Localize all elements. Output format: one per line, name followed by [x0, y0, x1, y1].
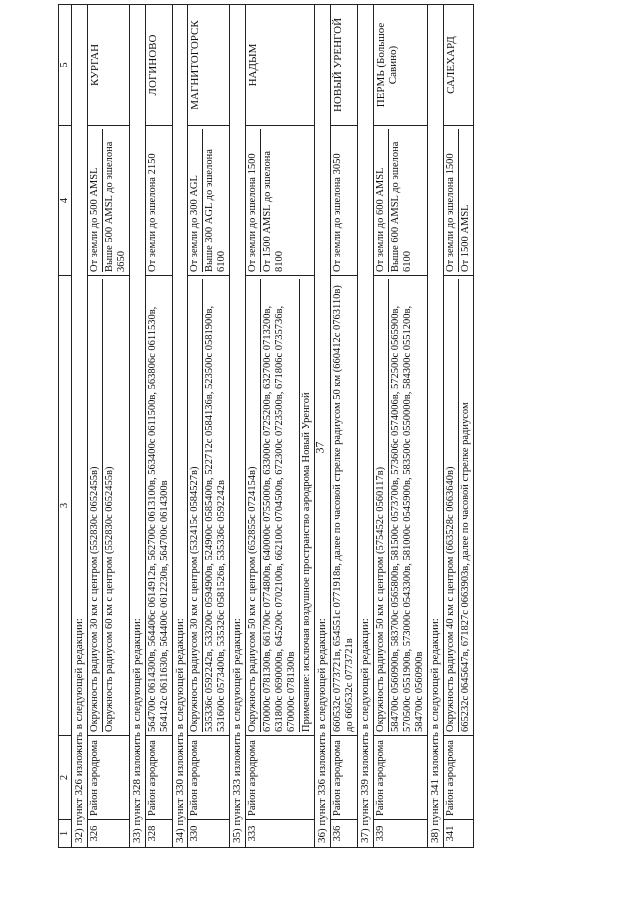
- item-number: 330: [188, 820, 230, 848]
- city-name: НОВЫЙ УРЕНГОЙ: [331, 5, 358, 126]
- coordinates-cell: [246, 276, 315, 736]
- section-heading: 34) пункт 330 изложить в следующей редакции:: [172, 5, 188, 848]
- heights-list: [146, 126, 160, 275]
- coordinate-line: Окружность радиусом 30 км с центром (532415с 0584527в): [189, 466, 201, 732]
- heights-cell: [246, 126, 315, 276]
- coordinates-list: [331, 276, 357, 735]
- coordinates-cell: [188, 276, 230, 736]
- coordinates-list: [146, 276, 172, 735]
- height-limit: От земли до эшелона 2150: [146, 153, 158, 272]
- height-limit: Выше 500 AMSL до эшелона 3650: [102, 129, 129, 272]
- section-heading: 36) пункт 336 изложить в следующей редакции:: [315, 5, 331, 848]
- item-number: 326: [87, 820, 129, 848]
- coordinate-line: Окружность радиусом 50 км с центром (652855с 0724154в): [247, 466, 259, 732]
- height-limit: От земли до эшелона 1500: [247, 153, 259, 272]
- coordinate-line: Окружность радиусом 30 км с центром (552830с 0652455в): [88, 466, 100, 732]
- heights-cell: [331, 126, 358, 276]
- coordinate-line: Окружность радиусом 40 км с центром (663528с 0663640в): [444, 466, 456, 732]
- zone-label: Район аэродрома: [87, 736, 129, 820]
- city-name: ПЕРМЬ (Большое Савино): [373, 5, 427, 126]
- coordinate-line: 670000с 0781300в, 661700с 0774800в, 640000с 0755000в, 633000с 0725200в, 632700с 0713200в, 631800с 0690000в, 645200с 0702100в, 662100с 0704500в, 672300с 0723500в, 671806с 0735736в, 670000с 0781300в: [260, 279, 299, 732]
- item-number: 333: [246, 820, 315, 848]
- airspace-table: [58, 4, 474, 848]
- zone-label: Район аэродрома: [145, 736, 172, 820]
- table-row: [443, 5, 473, 848]
- zone-label: Район аэродрома: [188, 736, 230, 820]
- header-row: [59, 5, 72, 848]
- section-heading: 38) пункт 341 изложить в следующей редакции:: [428, 5, 444, 848]
- heights-cell: [443, 126, 473, 276]
- zone-label: Район аэродрома: [246, 736, 315, 820]
- coordinates-list: [246, 276, 314, 735]
- height-limit: От земли до эшелона 1500: [444, 153, 456, 272]
- heights-list: [88, 126, 129, 275]
- section-heading-row: [172, 5, 188, 848]
- city-name: МАГНИТОГОРСК: [188, 5, 230, 126]
- heights-list: [246, 126, 287, 275]
- heights-cell: [373, 126, 427, 276]
- city-name: НАДЫМ: [246, 5, 315, 126]
- city-name: КУРГАН: [87, 5, 129, 126]
- height-limit: От земли до эшелона 3050: [332, 153, 344, 272]
- zone-label: Район аэродрома: [373, 736, 427, 820]
- table-row: [373, 5, 427, 848]
- coordinate-line: Окружность радиусом 60 км с центром (552830с 0652455в): [102, 279, 117, 732]
- note-text: Примечание: исключая воздушное пространство аэродрома Новый Уренгой: [299, 279, 314, 732]
- header-col-3: 3: [59, 276, 72, 736]
- section-heading-row: [230, 5, 246, 848]
- city-name: САЛЕХАРД: [443, 5, 473, 126]
- heights-cell: [145, 126, 172, 276]
- header-col-2: 2: [59, 736, 72, 820]
- height-limit: От земли до 600 AMSL: [374, 167, 386, 272]
- section-heading-row: [315, 5, 331, 848]
- height-limit: От земли до 500 AMSL: [88, 167, 100, 272]
- coordinate-line: 564700с 0614300в, 564406с 0614912в, 562700с 0613100в, 563400с 0611500в, 563806с 0611530в, 564142с 0611630в, 564400с 0612230в, 564700с 0614300в: [146, 306, 170, 732]
- coordinates-list: [88, 276, 117, 735]
- heights-list: [374, 126, 415, 275]
- coordinates-list: [374, 276, 427, 735]
- coordinate-line: 535336с 0592242в, 533200с 0594900в, 524900с 0585400в, 522712с 0584136в, 523500с 0581900в, 531600с 0573400в, 535326с 0581526в, 535336с 0592242в: [202, 279, 229, 732]
- header-col-4: 4: [59, 126, 72, 276]
- coordinates-list: [188, 276, 229, 735]
- coordinate-line: Окружность радиусом 50 км с центром (575452с 0560117в): [374, 466, 386, 732]
- coordinates-list: [444, 276, 473, 735]
- heights-list: [331, 126, 345, 275]
- section-heading-row: [72, 5, 88, 848]
- item-number: 328: [145, 820, 172, 848]
- table-row: [246, 5, 315, 848]
- coordinates-cell: [145, 276, 172, 736]
- table-row: [145, 5, 172, 848]
- city-name: ЛОГИНОВО: [145, 5, 172, 126]
- coordinate-line: 660532с 0773721в, 654551с 0771918в, далее по часовой стрелке радиусом 50 км (660412с 0763110в) до 660532с 0773721в: [332, 285, 356, 732]
- heights-list: [188, 126, 229, 275]
- section-heading: 32) пункт 326 изложить в следующей редакции:: [72, 5, 88, 848]
- item-number: 336: [331, 820, 358, 848]
- rotated-table-container: [58, 5, 605, 848]
- heights-list: [444, 126, 473, 275]
- table-row: [331, 5, 358, 848]
- heights-cell: [188, 126, 230, 276]
- height-limit: От 1500 AMSL: [458, 129, 473, 272]
- section-heading-row: [428, 5, 444, 848]
- coordinates-cell: [443, 276, 473, 736]
- section-heading: 33) пункт 328 изложить в следующей редакции:: [129, 5, 145, 848]
- height-limit: Выше 300 AGL до эшелона 6100: [202, 129, 229, 272]
- item-number: 341: [443, 820, 473, 848]
- zone-label: Район аэродрома: [331, 736, 358, 820]
- coordinates-cell: [373, 276, 427, 736]
- section-heading: 35) пункт 333 изложить в следующей редакции:: [230, 5, 246, 848]
- height-limit: Выше 600 AMSL до эшелона 6100: [388, 129, 415, 272]
- header-col-5: 5: [59, 5, 72, 126]
- coordinates-cell: [331, 276, 358, 736]
- table-row: [87, 5, 129, 848]
- coordinate-line: 584700с 0560900в, 583700с 0565800в, 581500с 0573700в, 573606с 0574006в, 572500с 0565900в, 570500с 0551900в, 573000с 0543300в, 581000с 0545900в, 583500с 0550000в, 584300с 0551200в, 584700с 0560900в: [388, 279, 427, 732]
- page-number: 37: [312, 441, 327, 454]
- coordinate-line: 665232с 0645647в, 671827с 0663903в, далее по часовой стрелке радиусом: [458, 279, 473, 732]
- section-heading-row: [358, 5, 374, 848]
- heights-cell: [87, 126, 129, 276]
- height-limit: От земли до 300 AGL: [189, 175, 201, 272]
- zone-label: Район аэродрома: [443, 736, 473, 820]
- item-number: 339: [373, 820, 427, 848]
- section-heading-row: [129, 5, 145, 848]
- height-limit: От 1500 AMSL до эшелона 8100: [260, 129, 287, 272]
- table-row: [188, 5, 230, 848]
- header-col-1: 1: [59, 820, 72, 848]
- section-heading: 37) пункт 339 изложить в следующей редакции:: [358, 5, 374, 848]
- coordinates-cell: [87, 276, 129, 736]
